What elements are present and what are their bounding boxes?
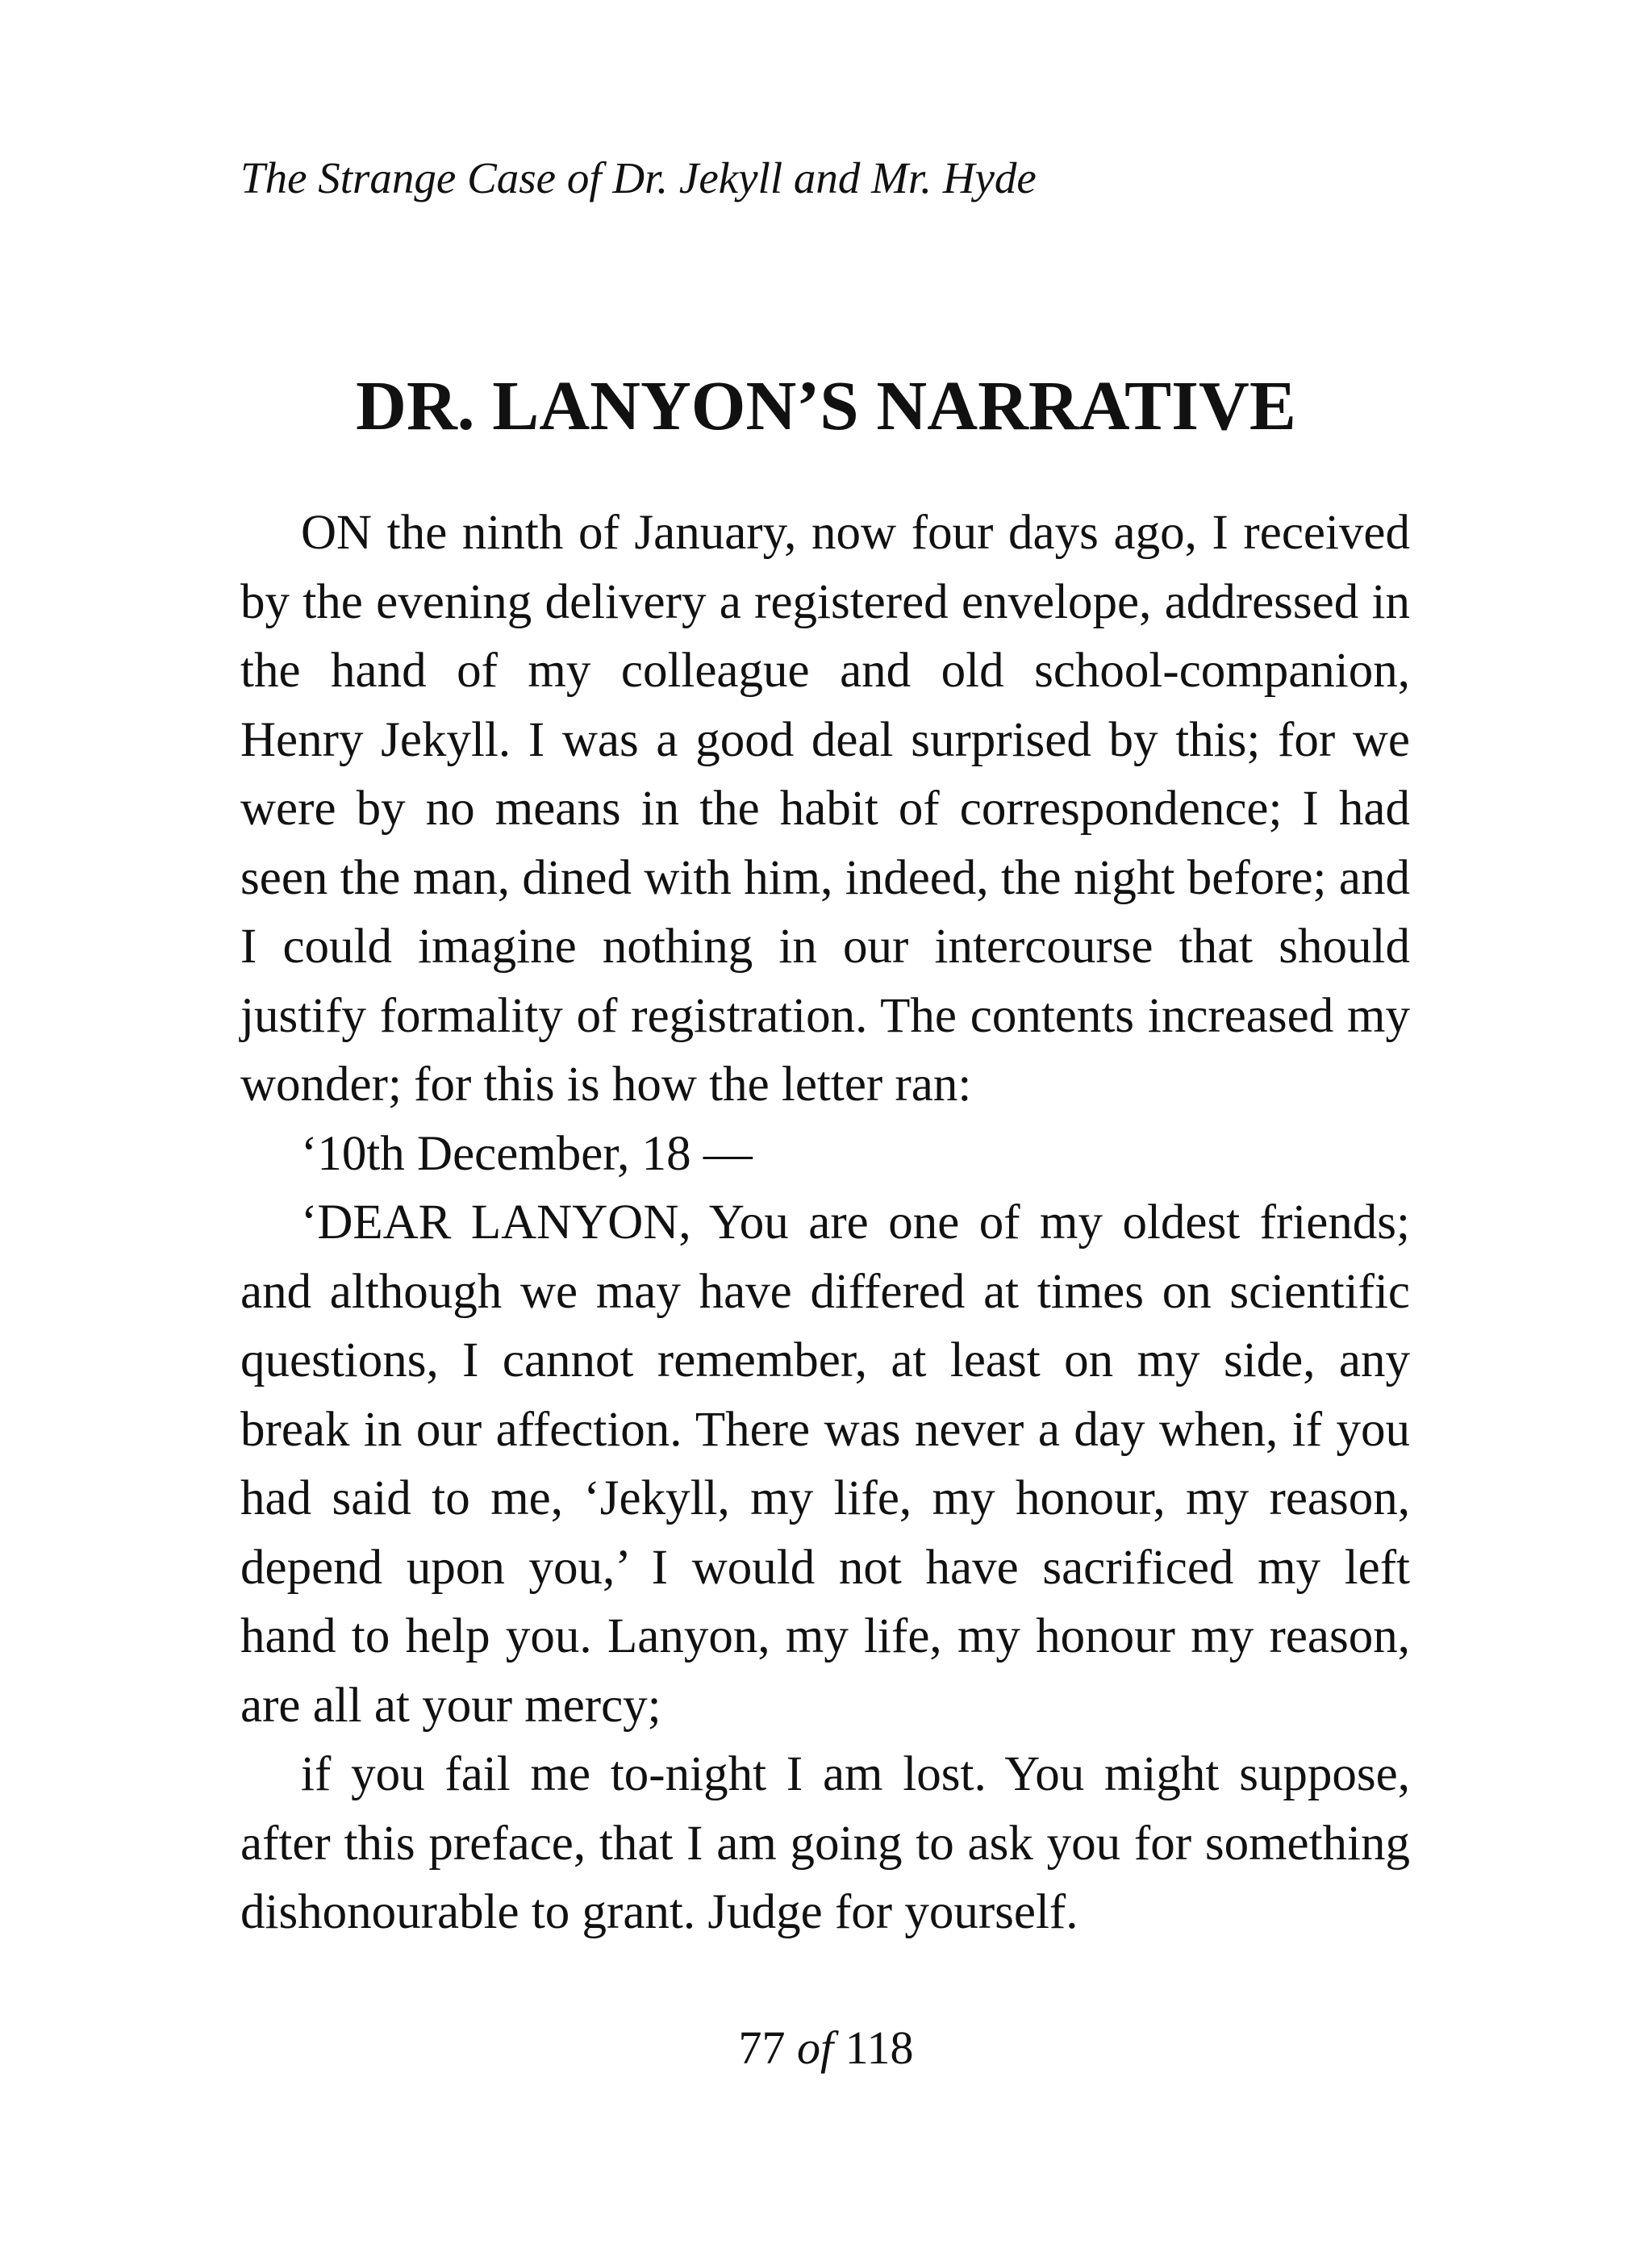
paragraph: ‘10th December, 18 — — [301, 1126, 753, 1181]
paragraph: if you fail me to-night I am lost. You might suppose, after this preface, that I am going to ask you for something dishonourable to grant. Judge for yourself. — [240, 1747, 1410, 1939]
paragraph: ‘DEAR LANYON, You are one of my oldest friends; and although we may have differed at times on scientific questions, I cannot remember, at least on my side, any break in our affection. There was never a day when, if you had said to me, ‘Jekyll, my life, my honour, my reason, depend upon you,’ I would not have sacrificed my left hand to help you. Lanyon, my life, my honour my reason, are all at your mercy; — [240, 1195, 1410, 1733]
paragraph: ON the ninth of January, now four days ago, I received by the evening delivery a registered envelope, addressed in the hand of my colleague and old school-companion, Henry Jekyll. I was a good deal surprised by this; for we were by no means in the habit of correspondence; I had seen the man, dined with him, indeed, the night before; and I could imagine nothing in our intercourse that should justify formality of registration. The contents increased my wonder; for this is how the letter ran: — [240, 506, 1410, 1112]
page-number-current: 77 — [738, 2021, 786, 2074]
chapter-title: DR. LANYON’S NARRATIVE — [356, 366, 1296, 444]
running-head: The Strange Case of Dr. Jekyll and Mr. Hyde — [240, 153, 1037, 202]
page-number-separator: of — [797, 2021, 834, 2074]
page-number-total: 118 — [845, 2021, 914, 2074]
body-text — [240, 499, 1410, 1947]
page-number — [0, 2020, 1652, 2076]
